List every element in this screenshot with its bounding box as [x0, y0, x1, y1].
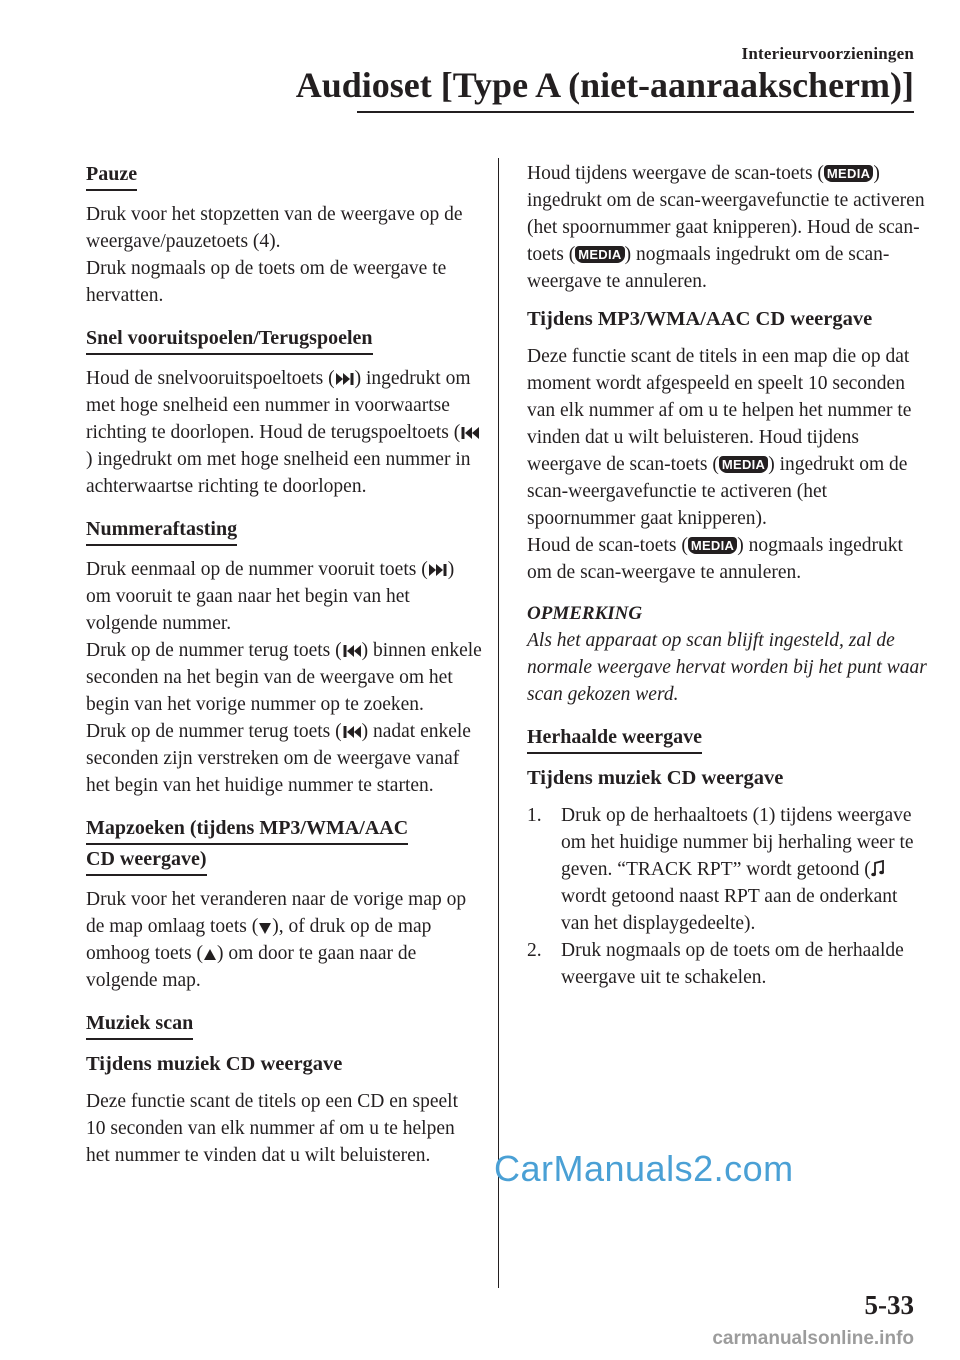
heading-mapzoeken-1: Mapzoeken (tijdens MP3/WMA/AAC [86, 814, 408, 845]
subheading-mp3: Tijdens MP3/WMA/AAC CD weergave [527, 308, 873, 330]
media-button-icon: MEDIA [575, 246, 624, 263]
track-up-icon [428, 562, 448, 578]
pauze-text-2: Druk nogmaals op de toets om de weergave te hervatten. [86, 258, 447, 306]
map-text: Druk voor het veranderen naar de vorige map op de map omlaag toets ( ), of druk op de map omhoog toets ( ) om door te gaan naar de volgende map. [86, 889, 467, 991]
folder-down-icon [258, 921, 272, 935]
nummer-text-c: Druk op de nummer terug toets ( ) nadat enkele seconden zijn verstreken om de weergave vanaf het begin van het huidige nummer te starten. [86, 721, 471, 796]
footer-watermark: carmanualsonline.info [712, 1328, 914, 1349]
page-number: 5-33 [864, 1290, 914, 1320]
list-item: 2. Druk nogmaals op de toets om de herhaalde weergave uit te schakelen. [527, 937, 927, 991]
note-block [527, 601, 927, 708]
step-number: 2. [527, 940, 542, 961]
folder-up-icon [203, 948, 217, 962]
note-body: Als het apparaat op scan blijft ingesteld, zal de normale weergave hervat worden bij het punt waar scan gekozen werd. [527, 630, 927, 705]
track-up-icon [335, 371, 355, 387]
media-button-icon: MEDIA [688, 537, 737, 554]
steps-list [527, 802, 927, 991]
header-section-label: Interieurvoorzieningen [741, 44, 914, 63]
section-mp3-scan [527, 305, 927, 586]
track-down-icon [460, 425, 480, 441]
track-down-icon [342, 724, 362, 740]
heading-pauze: Pauze [86, 160, 137, 191]
subheading-muziek-cd: Tijdens muziek CD weergave [86, 1053, 343, 1075]
right-column [527, 160, 927, 991]
scan-continued-text: Houd tijdens weergave de scan-toets ( MEDIA ) ingedrukt om de scan-weergavefunctie te activeren (het spoornummer gaat knipperen). Houd de scan-toets ( MEDIA ) nogmaals ingedrukt om de scan-weergave te annuleren. [527, 163, 925, 292]
heading-muziek-scan: Muziek scan [86, 1009, 193, 1040]
mp3-text-2: Houd de scan-toets ( MEDIA ) nogmaals ingedrukt om de scan-weergave te annuleren. [527, 535, 903, 583]
step-number: 1. [527, 805, 542, 826]
section-herhaalde-weergave [527, 723, 927, 991]
list-item: 1. Druk op de herhaaltoets (1) tijdens weergave om het huidige nummer bij herhaling weer te geven. “TRACK RPT” wordt getoond (wordt getoond naast RPT aan de onderkant van het displaygedeelte). [527, 802, 927, 937]
header-rule [357, 111, 914, 113]
media-button-icon: MEDIA [719, 456, 768, 473]
mp3-text-1: Deze functie scant de titels in een map die op dat moment wordt afgespeeld en speelt 10 seconden van elk nummer af om u te helpen het nummer te vinden dat u wilt beluisteren. Houd tijdens weergave de scan-toets ( MEDIA ) ingedrukt om de scan-weergavefunctie te activeren (het spoornummer gaat knipperen). [527, 346, 912, 529]
heading-nummeraftasting: Nummeraftasting [86, 515, 237, 546]
section-nummeraftasting [86, 515, 482, 799]
music-note-icon [871, 860, 885, 878]
heading-herhaalde-weergave: Herhaalde weergave [527, 723, 702, 754]
heading-snel: Snel vooruitspoelen/Terugspoelen [86, 324, 373, 355]
track-down-icon [342, 643, 362, 659]
note-title: OPMERKING [527, 603, 643, 624]
watermark-logo: CarManuals2.com [494, 1148, 794, 1189]
media-button-icon: MEDIA [824, 165, 873, 182]
heading-mapzoeken-2: CD weergave) [86, 845, 207, 876]
snel-text: Houd de snelvooruitspoeltoets ( ) ingedrukt om met hoge snelheid een nummer in voorwaartse richting te doorlopen. Houd de terugspoeltoets () ingedrukt om met hoge snelheid een nummer in achterwaartse richting te doorlopen. [86, 365, 482, 500]
subheading-herhaal-cd: Tijdens muziek CD weergave [527, 767, 784, 789]
nummer-text-b: Druk op de nummer terug toets ( ) binnen enkele seconden na het begin van de weergave om het begin van het vorige nummer op te zoeken. [86, 640, 482, 715]
page-title: Audioset [Type A (niet-aanraakscherm)] [295, 65, 914, 105]
section-pauze [86, 160, 482, 309]
section-muziek-scan [86, 1009, 482, 1169]
pauze-text-1: Druk voor het stopzetten van de weergave op de weergave/pauzetoets (4). [86, 204, 463, 252]
scan-text: Deze functie scant de titels op een CD en speelt 10 seconden van elk nummer af om u te helpen het nummer te vinden dat u wilt beluisteren. [86, 1091, 458, 1166]
section-mapzoeken [86, 814, 482, 994]
section-snel [86, 324, 482, 500]
left-column [86, 160, 482, 1169]
column-divider [498, 158, 499, 1288]
nummer-text-a: Druk eenmaal op de nummer vooruit toets ( ) om vooruit te gaan naar het begin van het volgende nummer. [86, 559, 455, 634]
